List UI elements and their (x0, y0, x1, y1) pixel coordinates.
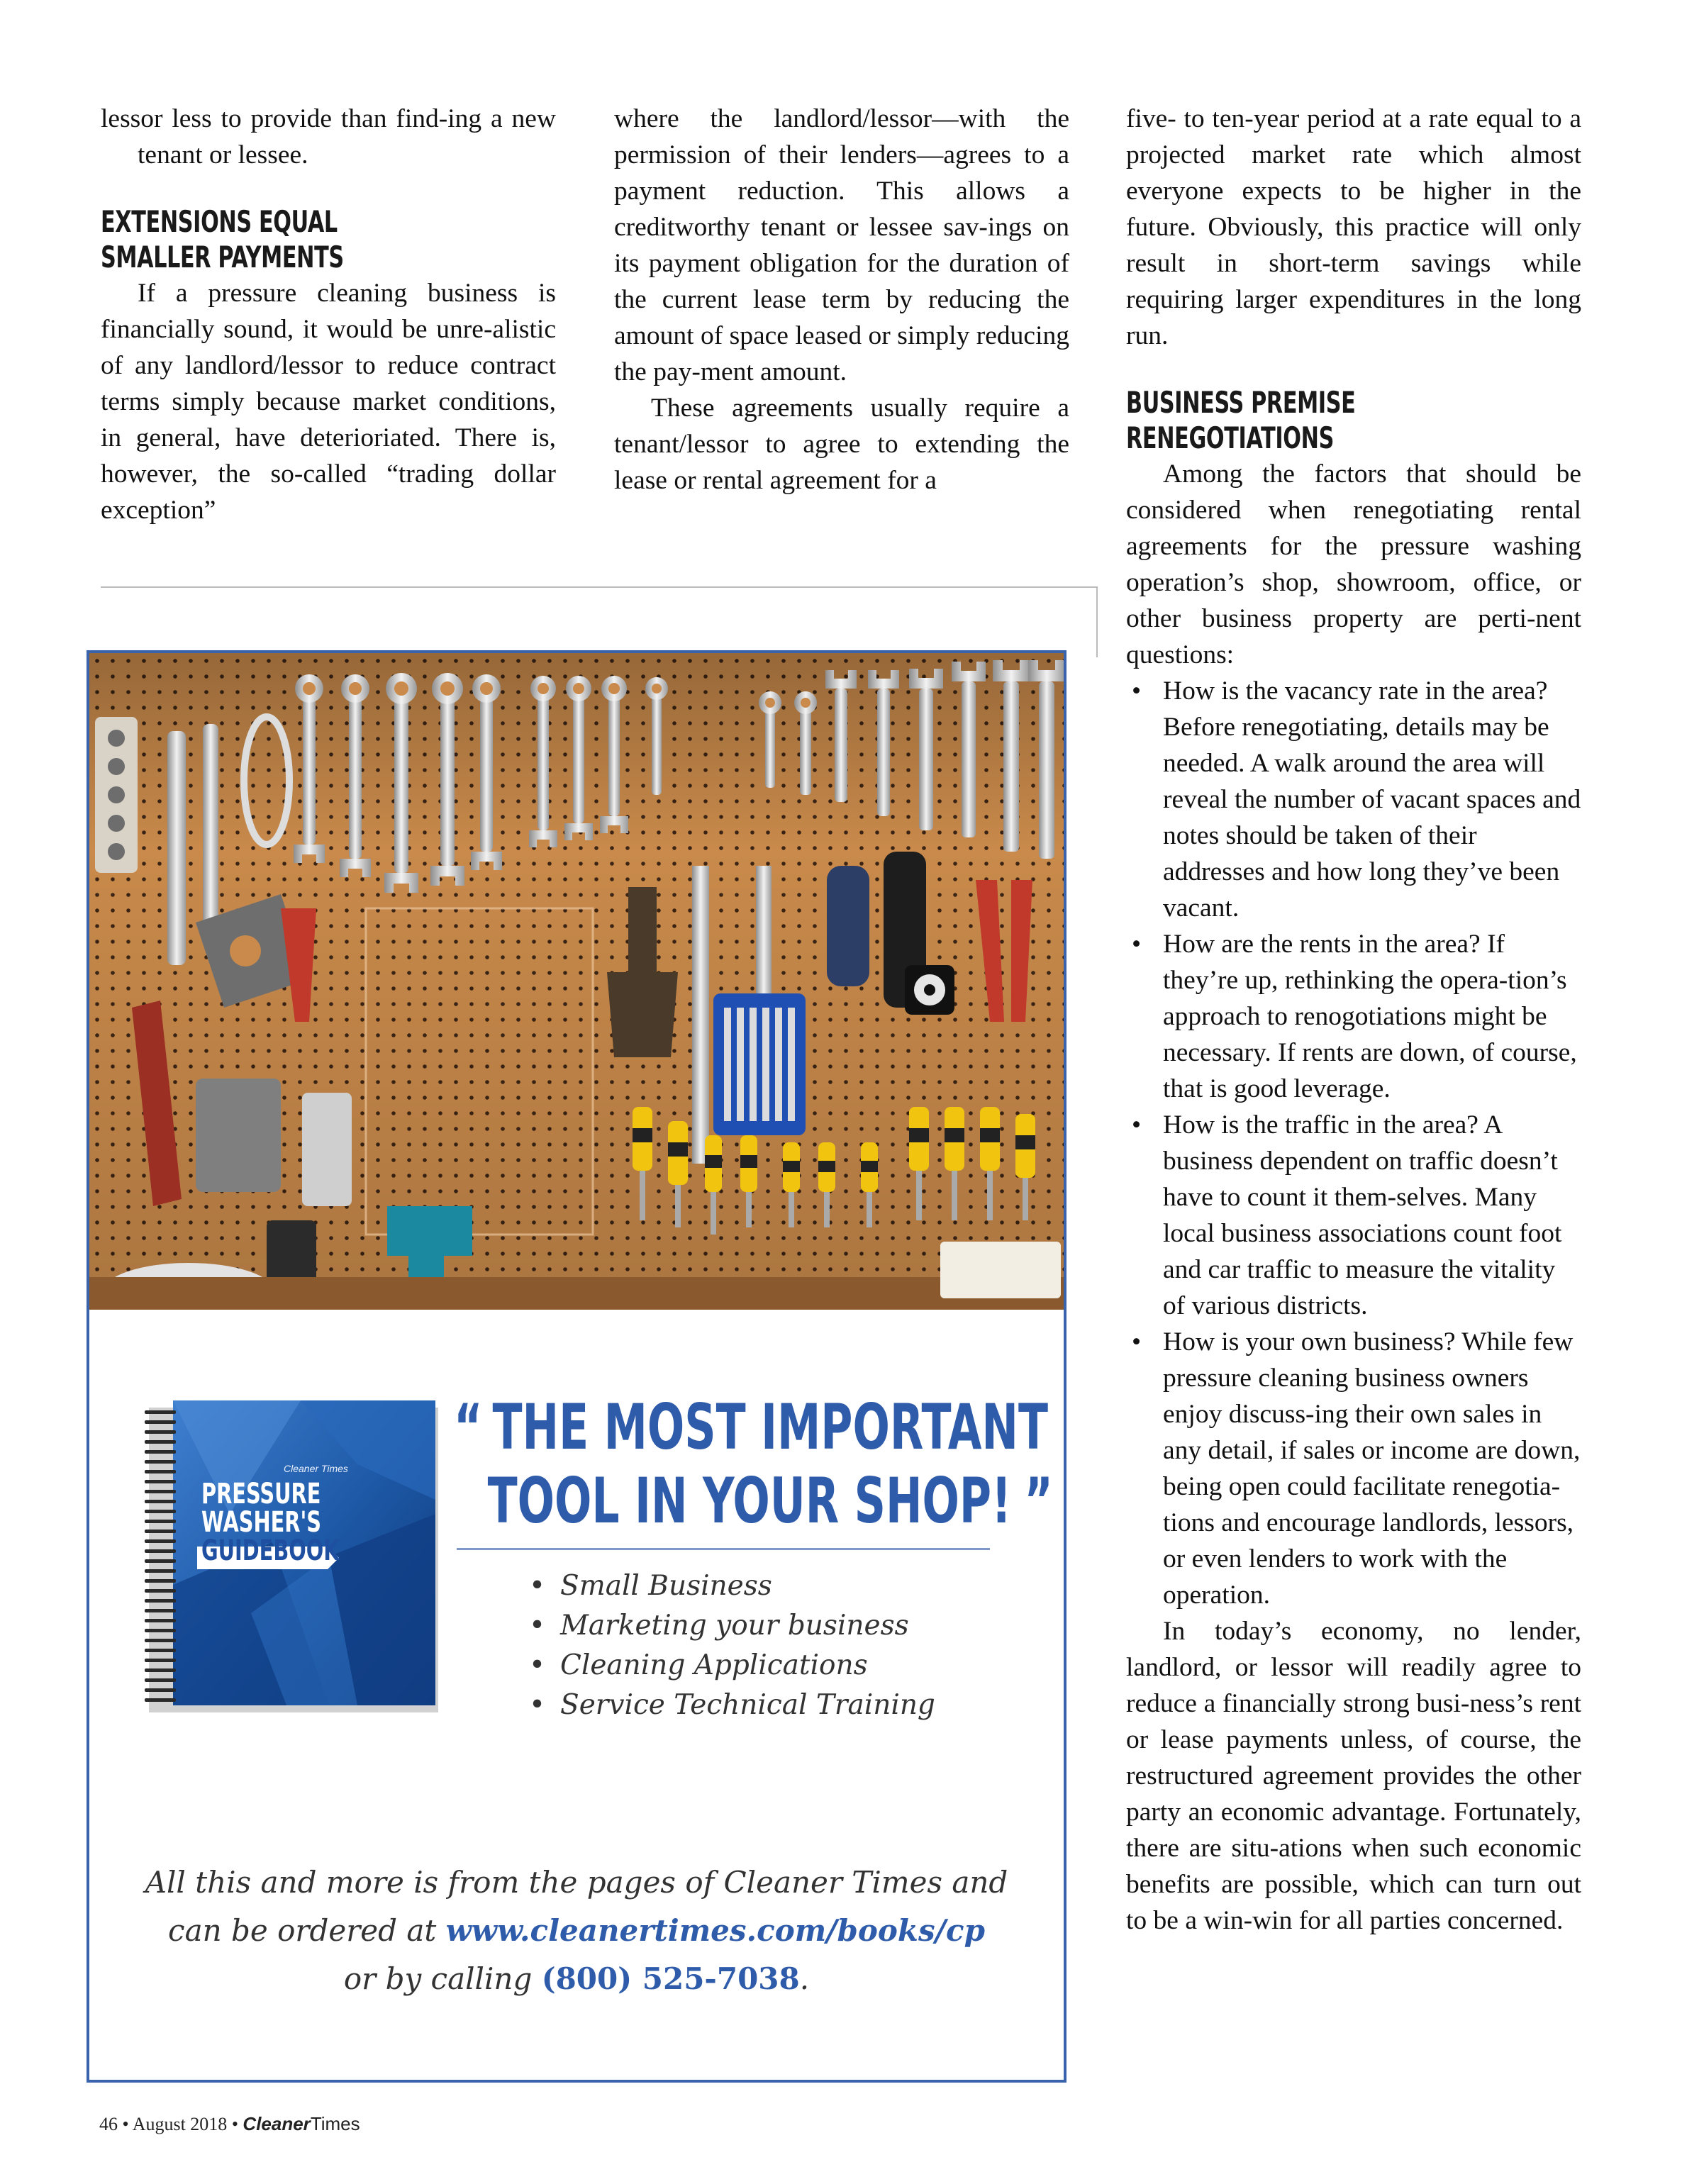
column-2 (614, 101, 1069, 498)
col1-heading-line2: SMALLER PAYMENTS (101, 240, 344, 274)
list-item: • How is the traffic in the area? A business dependent on traffic doesn’t have to count it them-selves. Many local business associations count foot and car traffic to measure the vitality of various districts. (1126, 1107, 1581, 1324)
footer-separator: • (231, 2114, 238, 2134)
ad-ordering-line3 (89, 1955, 1064, 2003)
issue-date: August 2018 (132, 2114, 228, 2134)
col1-heading-line1: EXTENSIONS EQUAL (101, 204, 338, 239)
ad-headline-line1 (454, 1391, 1048, 1464)
list-item: • Cleaning Applications (529, 1646, 935, 1686)
list-item: • Marketing your business (529, 1606, 935, 1646)
ad-top-rule (101, 586, 1098, 588)
col1-paragraph: If a pressure cleaning business is financially sound, it would be unre-alistic of any landlord/lessor to reduce contract terms simply because market conditions, in general, have deterioriated. There is, however, the so-called “trading dollar exception” (101, 279, 556, 525)
guidebook-title (201, 1480, 340, 1565)
col3-heading-line1: BUSINESS PREMISE (1126, 385, 1356, 420)
ad-headline-text1: THE MOST IMPORTANT (492, 1391, 1048, 1464)
guidebook-title-line1: PRESSURE (201, 1478, 321, 1510)
guidebook-brand: Cleaner Times (284, 1463, 348, 1474)
col2-paragraph-1: where the landlord/lessor—with the permission of their lenders—agrees to a payment reduction. This allows a creditworthy tenant or lessee sav-ings on its payment obligation for the duration of the current lease term by reducing the amount of space leased or simply reducing the pay-ment amount. (614, 104, 1069, 386)
list-item: • Service Technical Training (529, 1686, 935, 1725)
col3-paragraph-2: Among the factors that should be considered when renegotiating rental agreements for the pressure washing operation’s shop, showroom, office, or other business property are perti-nent questions: (1126, 459, 1581, 669)
list-item: • How is your own business? While few pressure cleaning business owners enjoy discuss-ing their own sales in any detail, if sales or income are down, being open could facilitate renegotia-tions and encourage landlords, lessors, or even lenders to work with the operation. (1126, 1324, 1581, 1613)
magazine-brand-italic: Cleaner (243, 2113, 311, 2134)
list-item: • Small Business (529, 1566, 935, 1606)
ad-ordering-line2 (89, 1907, 1064, 1955)
ad-headline-divider (457, 1548, 990, 1550)
guidebook-cover[interactable] (145, 1400, 442, 1712)
col3-heading-line2: RENEGOTIATIONS (1126, 420, 1335, 455)
open-quote-icon: “ (454, 1391, 483, 1464)
page-footer (99, 2113, 360, 2135)
list-item: • How are the rents in the area? If they’re up, rethinking the opera-tion’s approach to renogotiations might be necessary. If rents are down, of course, that is good leverage. (1126, 926, 1581, 1107)
col2-paragraph-2: These agreements usually require a tenant/lessor to agree to extending the lease or rental agreement for a (614, 394, 1069, 495)
guidebook-title-line3: GUIDEBOOK (201, 1534, 340, 1567)
pegboard-illustration (89, 653, 1064, 1310)
order-url-link[interactable]: www.cleanertimes.com/books/cp (445, 1913, 985, 1948)
ad-headline-line2 (454, 1464, 1053, 1538)
ad-headline-text2: TOOL IN YOUR SHOP! (487, 1464, 1012, 1537)
list-item: • How is the vacancy rate in the area? Before renegotiating, details may be needed. A walk around the area will reveal the number of vacant spaces and notes should be taken of their addresses and how long they’ve been vacant. (1126, 673, 1581, 926)
ad-ordering-prefix: can be ordered at (168, 1913, 446, 1948)
col3-heading (1126, 385, 1454, 456)
column-3 (1126, 101, 1581, 1939)
ad-headline (454, 1391, 1053, 1538)
order-phone-link[interactable]: (800) 525-7038 (541, 1961, 800, 1996)
magazine-brand-regular: Times (310, 2113, 360, 2134)
col3-bullet-list (1126, 673, 1581, 1613)
col1-heading (101, 204, 428, 275)
col1-intro-paragraph: lessor less to provide than find-ing a new tenant or lessee. (101, 104, 556, 169)
ad-ordering-line1: All this and more is from the pages of Cleaner Times and (145, 1865, 1008, 1900)
col3-paragraph-3: In today’s economy, no lender, landlord, or lessor will readily agree to reduce a financially strong busi-ness’s rent or lease payments unless, of course, the restructured agreement provides the other party an economic advantage. Fortunately, there are situ-ations when such economic benefits are possible, which can turn out to be a win-win for all parties concerned. (1126, 1617, 1581, 1935)
guidebook-advertisement[interactable] (87, 650, 1066, 2083)
ad-ordering-info (89, 1859, 1064, 2003)
ad-feature-list (529, 1566, 935, 1725)
guidebook-title-line2: WASHER'S (201, 1506, 322, 1539)
ad-phone-prefix: or by calling (343, 1961, 542, 1996)
pegboard-tools-photo (89, 653, 1064, 1310)
page-number: 46 (99, 2114, 118, 2134)
ad-phone-suffix: . (799, 1961, 810, 1996)
col3-paragraph-1: five- to ten-year period at a rate equal to a projected market rate which almost everyone expects to be higher in the future. Obviously, this practice will only result in short-term savings while requiring larger expenditures in the long run. (1126, 104, 1581, 350)
close-quote-icon: ” (1024, 1464, 1053, 1537)
column-1 (101, 101, 556, 528)
footer-separator: • (122, 2114, 129, 2134)
ad-side-rule (1096, 586, 1098, 657)
